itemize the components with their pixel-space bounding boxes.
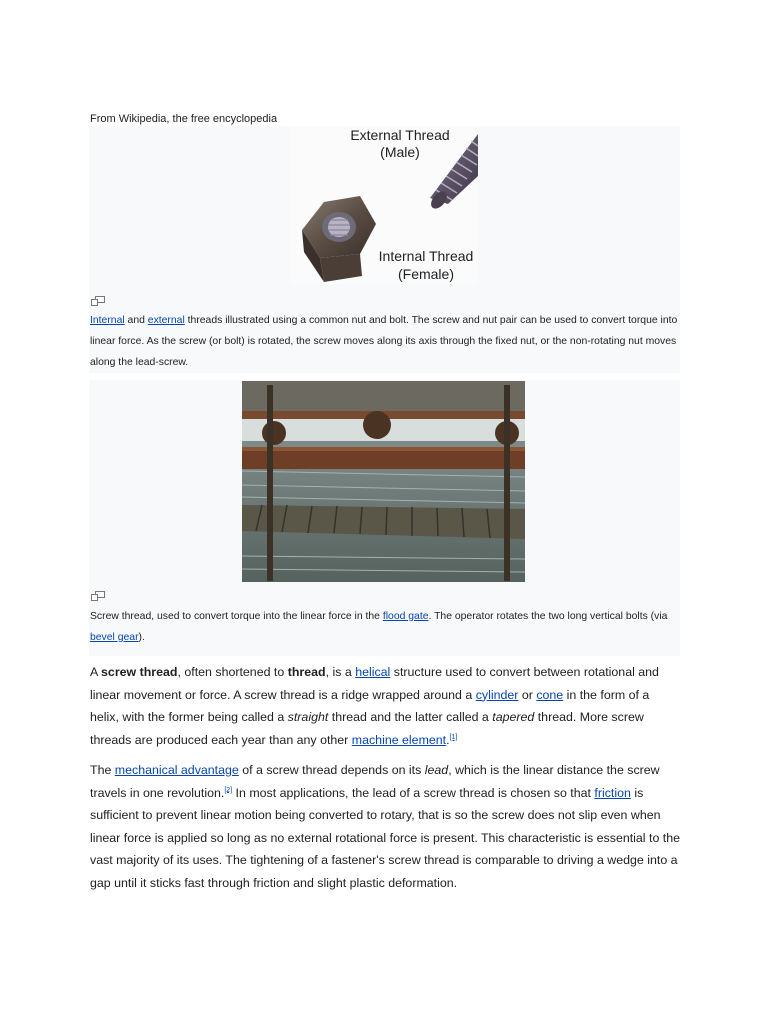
link-flood-gate[interactable]: flood gate	[382, 611, 429, 622]
link-cone[interactable]: cone	[536, 687, 564, 702]
nut-shape	[302, 196, 376, 282]
link-cylinder[interactable]: cylinder	[475, 687, 519, 702]
magnify-icon[interactable]	[91, 591, 105, 601]
link-internal[interactable]: Internal	[90, 315, 125, 326]
figure-flood-gate	[89, 380, 680, 656]
figure-caption: Internal and external threads illustrated using a common nut and bolt. The screw and nut pair can be used to convert torque into linear force. As the screw (or bolt) is rotated, the screw moves along its axis through the fixed nut, or the non-rotating nut moves along the lead-screw.	[90, 315, 678, 368]
label-external-thread: External Thread	[350, 127, 450, 143]
mechanical-advantage-paragraph: The mechanical advantage of a screw thread depends on its lead, which is the linear distance the screw travels in one revolution.[2] In most applications, the lead of a screw thread is chosen so that friction is sufficient to prevent linear motion being converted to rotary, that is so the screw does not slip even when linear force is applied so long as no external rotational force is present. This characteristic is essential to the vast majority of its uses. The tightening of a fastener's screw thread is comparable to driving a wedge into a gap until it sticks fast through friction and slight plastic deformation.	[90, 763, 681, 890]
figure-nut-bolt	[89, 126, 680, 373]
reference-2[interactable]: [2]	[224, 786, 233, 794]
bolt-shape	[428, 134, 478, 212]
link-friction[interactable]: friction	[594, 785, 631, 800]
nut-bolt-illustration	[290, 126, 478, 284]
nut-bolt-image[interactable]	[290, 126, 478, 284]
site-tagline: From Wikipedia, the free encyclopedia	[90, 113, 278, 125]
intro-paragraph: A screw thread, often shortened to thread, is a helical structure used to convert between rotational and linear movement or force. A screw thread is a ridge wrapped around a cylinder or cone in the form of a helix, with the former being called a straight thread and the latter called a tapered thread. More screw threads are produced each year than any other machine element.[1]	[90, 665, 659, 747]
label-female: (Female)	[397, 266, 455, 282]
link-helical[interactable]: helical	[355, 665, 391, 679]
reference-1[interactable]: [1]	[449, 733, 458, 741]
flood-gate-image[interactable]	[242, 381, 525, 582]
label-internal-thread: Internal Thread	[378, 248, 474, 264]
link-external[interactable]: external	[147, 315, 185, 326]
link-machine-element[interactable]: machine element	[351, 732, 447, 747]
link-mechanical-advantage[interactable]: mechanical advantage	[114, 763, 239, 777]
flood-gate-photo	[242, 381, 525, 582]
magnify-icon[interactable]	[91, 296, 105, 306]
label-male: (Male)	[380, 144, 420, 160]
link-bevel-gear[interactable]: bevel gear	[90, 632, 139, 643]
figure-caption: Screw thread, used to convert torque into the linear force in the flood gate. The operator rotates the two long vertical bolts (via bevel gear).	[90, 611, 668, 643]
